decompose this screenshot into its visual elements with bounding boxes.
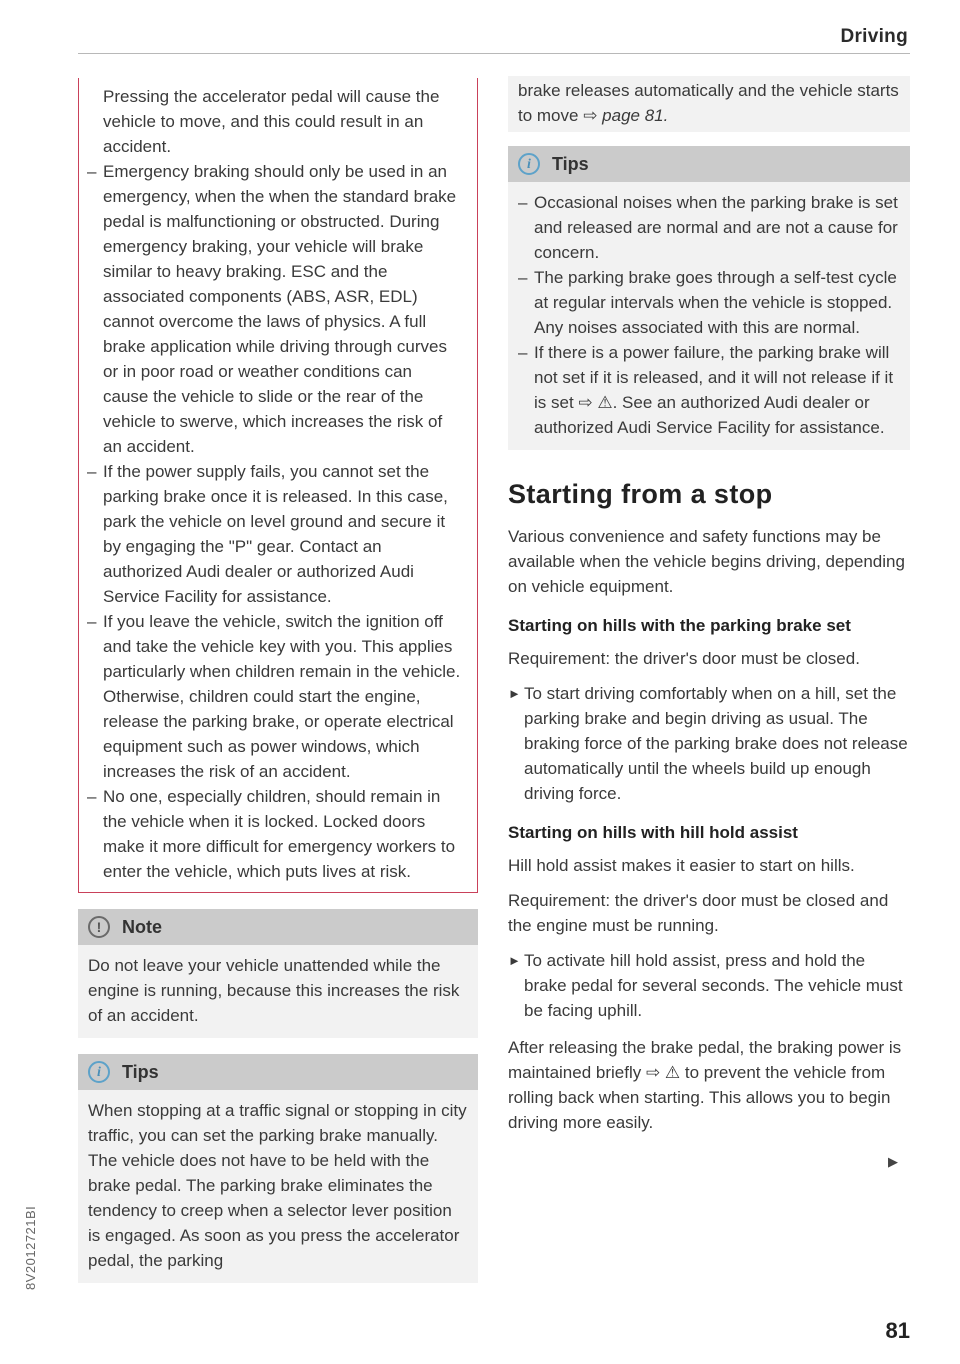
step-hill-hold bbox=[508, 948, 910, 1023]
warning-item: – No one, especially children, should remain in the vehicle when it is locked. Locked doors make it more difficult for emergency workers to enter the vehicle, which puts lives at risk. bbox=[87, 784, 461, 884]
right-column bbox=[508, 76, 910, 1145]
triangle-right-icon: ► bbox=[508, 686, 521, 701]
tips-item: – Occasional noises when the parking brake is set and released are normal and are not a cause for concern. bbox=[518, 190, 900, 265]
step-text: To activate hill hold assist, press and hold the brake pedal for several seconds. The vehicle must be facing uphill. bbox=[524, 951, 903, 1020]
subheading-hill-hold: Starting on hills with hill hold assist bbox=[508, 823, 798, 842]
step-text: To start driving comfortably when on a hill, set the parking brake and begin driving as usual. The braking force of the parking brake does not release automatically until the wheels build up enough driving force. bbox=[524, 684, 908, 803]
hill-hold-after-text: After releasing the brake pedal, the braking power is maintained briefly ⇨ ⚠ to prevent the vehicle from rolling back when starting. This allows you to begin driving more easily. bbox=[508, 1038, 902, 1132]
tips-continued-sentence: brake releases automatically and the vehicle starts to move bbox=[518, 81, 899, 125]
note-box bbox=[78, 909, 478, 1038]
tips-item: – If there is a power failure, the parking brake will not set if it is released, and it will not release if it is set ⇨ ⚠. See an authorized Audi dealer or authorized Audi Service Facility for assistance. bbox=[518, 340, 900, 440]
left-column bbox=[78, 78, 478, 1283]
warning-list bbox=[87, 159, 461, 884]
warning-item: – If the power supply fails, you cannot set the parking brake once it is released. In this case, park the vehicle on level ground and secure it by engaging the "P" gear. Contact an authorized Audi dealer or authorized Audi Service Facility for assistance. bbox=[87, 459, 461, 609]
note-heading: Note bbox=[122, 916, 162, 937]
step-parking-brake bbox=[508, 681, 910, 806]
warning-intro-text: Pressing the accelerator pedal will cause the vehicle to move, and this could result in an accident. bbox=[103, 87, 440, 156]
note-text: Do not leave your vehicle unattended while the engine is running, because this increases the risk of an accident. bbox=[88, 956, 460, 1025]
tips-text-left: When stopping at a traffic signal or stopping in city traffic, you can set the parking brake manually. The vehicle does not have to be held with the brake pedal. The parking brake eliminates the tendency to creep when a selector lever position is engaged. As soon as you press the accelerator pedal, the parking bbox=[88, 1101, 467, 1270]
tips-heading-left: Tips bbox=[122, 1061, 159, 1082]
warning-item: – If you leave the vehicle, switch the ignition off and take the vehicle key with you. This applies particularly when children remain in the vehicle. Otherwise, children could start the engine, release the parking brake, or operate electrical equipment such as power windows, which increases the risk of an accident. bbox=[87, 609, 461, 784]
warning-item: – Emergency braking should only be used in an emergency, when the when the standard brake pedal is malfunctioning or obstructed. During emergency braking, your vehicle will brake similar to heavy braking. ESC and the associated components (ABS, ASR, EDL) cannot overcome the laws of physics. A full brake application while driving through curves or in poor road or weather conditions can cause the vehicle to slide or the rear of the vehicle to swerve, which increases the risk of an accident. bbox=[87, 159, 461, 459]
tips-body-left bbox=[78, 1090, 478, 1283]
subheading-parking-brake: Starting on hills with the parking brake set bbox=[508, 616, 851, 635]
page-reference-link[interactable]: ⇨ page 81. bbox=[583, 106, 669, 125]
tips-list bbox=[518, 190, 900, 440]
info-circle-icon: i bbox=[518, 153, 540, 175]
section-title: Driving bbox=[840, 26, 908, 47]
warning-continued-box bbox=[78, 78, 478, 893]
tips-box-right bbox=[508, 146, 910, 450]
starting-intro: Various convenience and safety functions may be available when the vehicle begins driving, depending on vehicle equipment. bbox=[508, 527, 905, 596]
tips-heading-right: Tips bbox=[552, 153, 589, 174]
tips-continued-box bbox=[508, 76, 910, 132]
note-body bbox=[78, 945, 478, 1038]
triangle-right-icon: ► bbox=[508, 953, 521, 968]
page-number: 81 bbox=[885, 1318, 910, 1343]
tips-continued-text bbox=[518, 78, 900, 128]
tips-box-left bbox=[78, 1054, 478, 1283]
tips-item: – The parking brake goes through a self-test cycle at regular intervals when the vehicle is stopped. Any noises associated with this are normal. bbox=[518, 265, 900, 340]
info-circle-icon: i bbox=[88, 1061, 110, 1083]
requirement-parking-brake: Requirement: the driver's door must be closed. bbox=[508, 649, 860, 668]
tips-header-right bbox=[508, 146, 910, 182]
document-code: 8V2012721BI bbox=[23, 1205, 38, 1290]
main-heading: Starting from a stop bbox=[508, 479, 773, 509]
tips-header-left bbox=[78, 1054, 478, 1090]
note-header bbox=[78, 909, 478, 945]
tips-body-right bbox=[508, 182, 910, 450]
hill-hold-intro: Hill hold assist makes it easier to start on hills. bbox=[508, 856, 855, 875]
header-rule bbox=[78, 53, 910, 54]
exclamation-circle-icon: ! bbox=[88, 916, 110, 938]
continue-arrow-icon: ▶ bbox=[888, 1154, 898, 1169]
requirement-hill-hold: Requirement: the driver's door must be closed and the engine must be running. bbox=[508, 891, 889, 935]
